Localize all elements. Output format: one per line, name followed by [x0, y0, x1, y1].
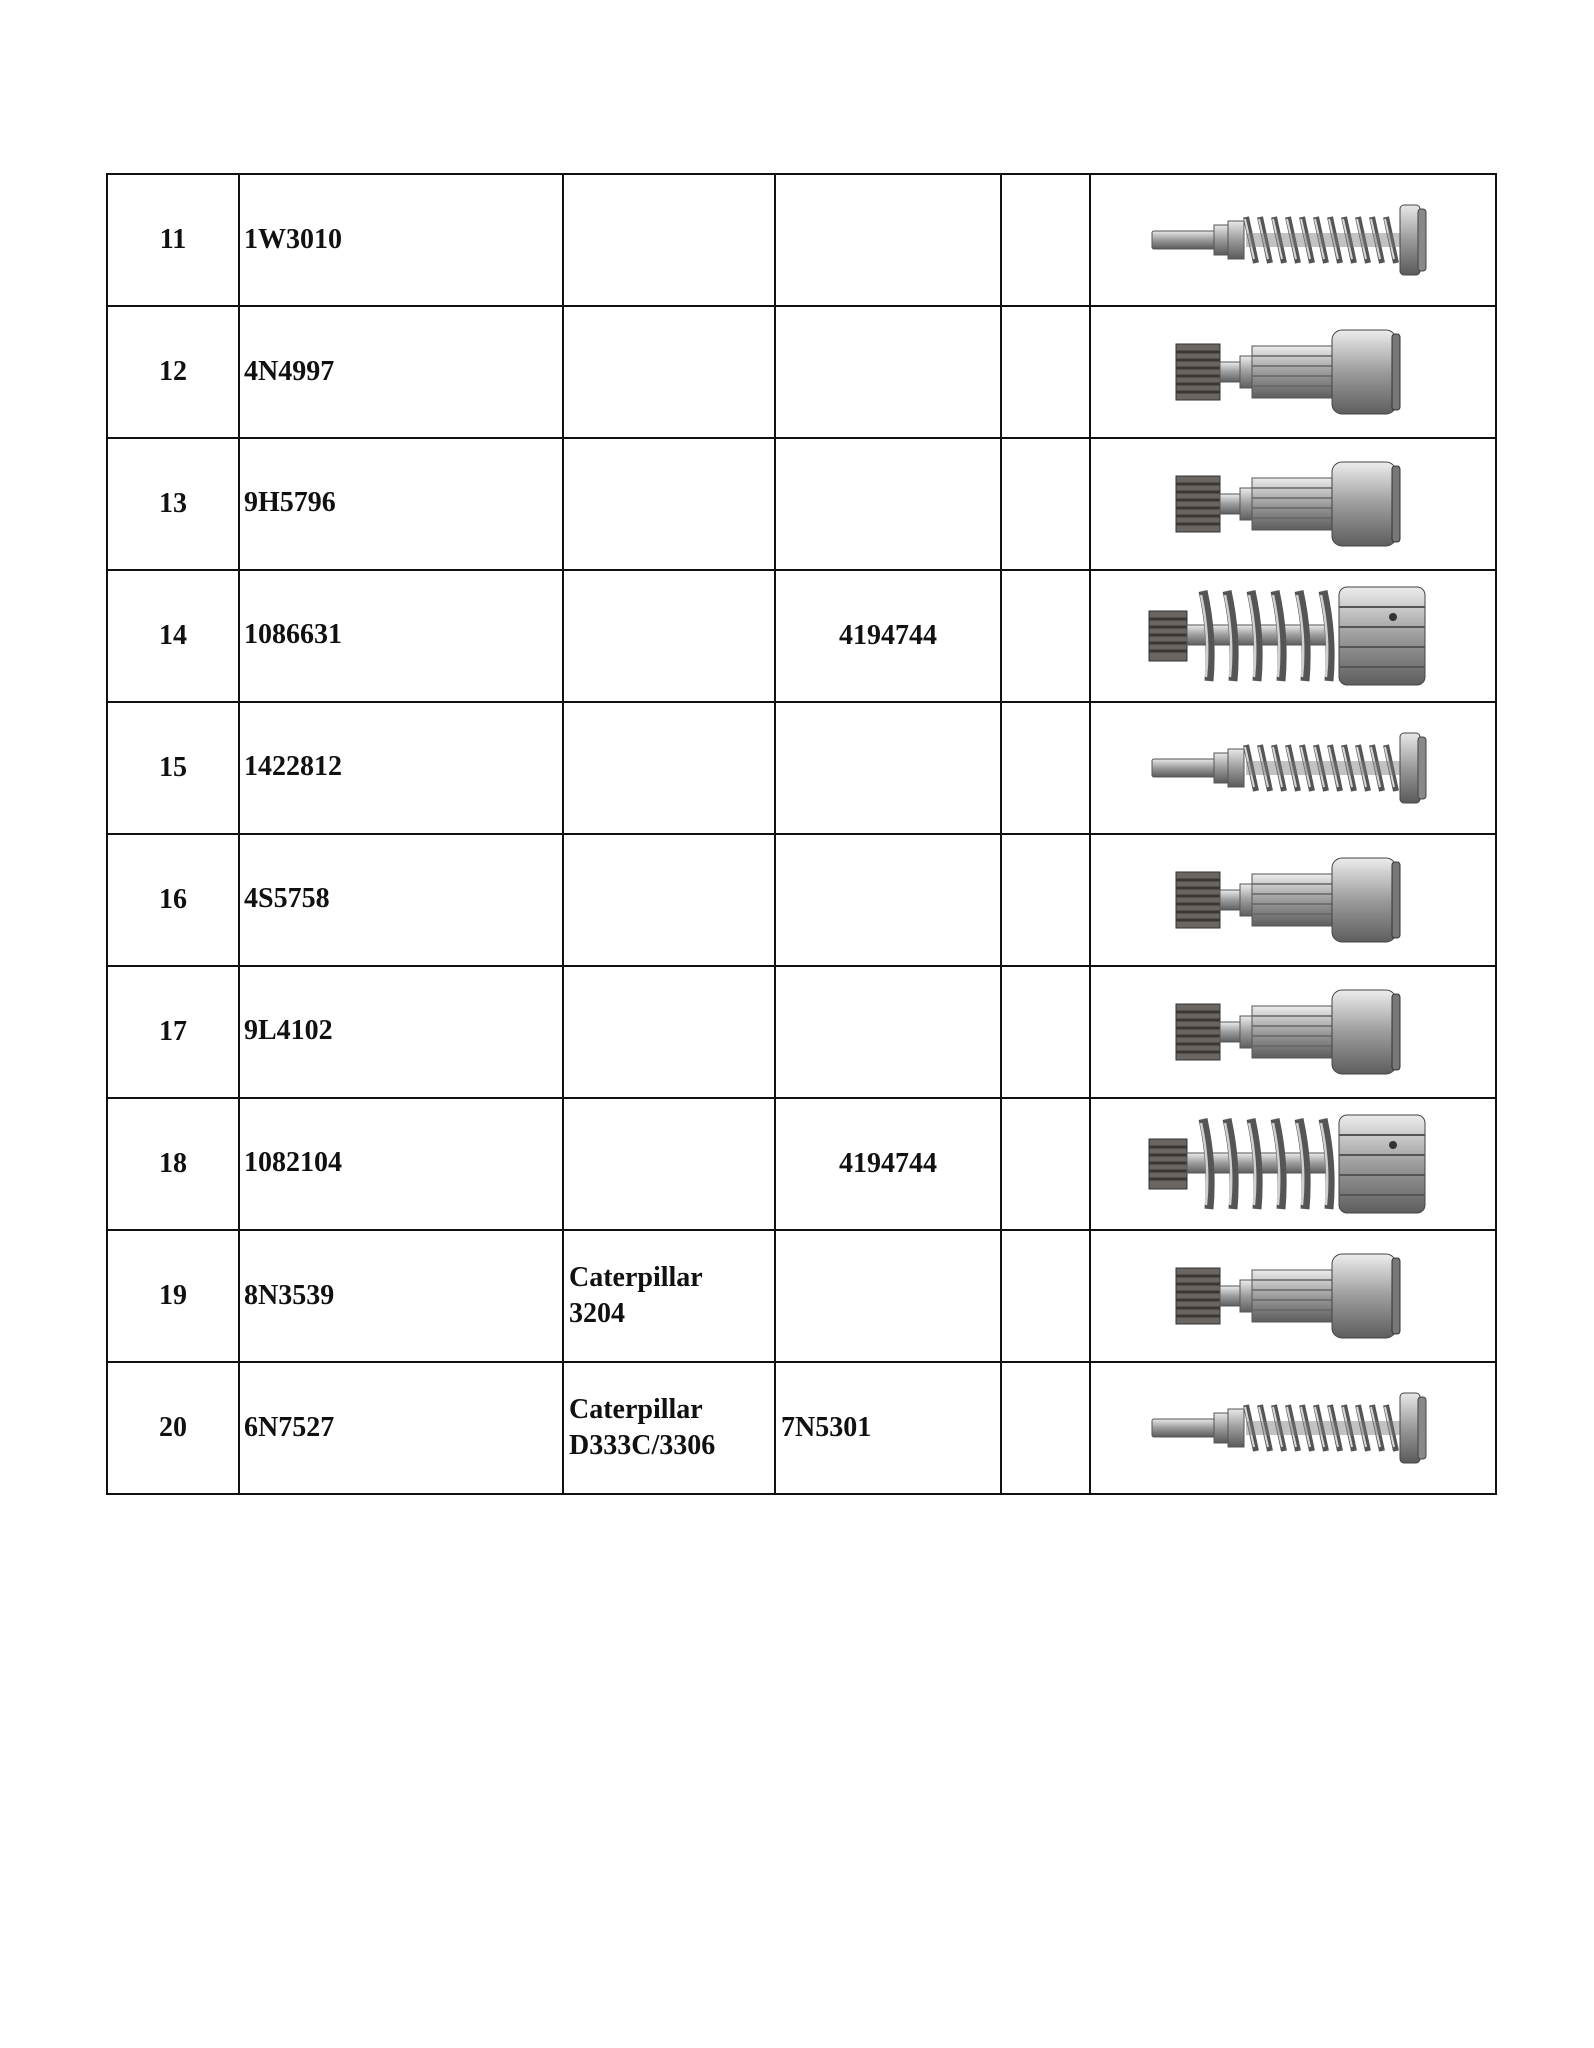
item-number-cell: 19: [107, 1230, 239, 1362]
part-number-cell: 9H5796: [239, 438, 563, 570]
part-number-cell: 1422812: [239, 702, 563, 834]
table-row: [107, 966, 1496, 1098]
empty-cell: [1001, 570, 1090, 702]
part-image-cell: [1090, 438, 1496, 570]
part-number-cell: 8N3539: [239, 1230, 563, 1362]
table-row: [107, 1098, 1496, 1230]
table-row: [107, 438, 1496, 570]
table-row: [107, 1362, 1496, 1494]
plunger-gear-spring-icon: [1091, 571, 1495, 701]
item-number-cell: 20: [107, 1362, 239, 1494]
reference-number-cell: 4194744: [775, 570, 1001, 702]
part-number-cell: 1W3010: [239, 174, 563, 306]
part-number-cell: 9L4102: [239, 966, 563, 1098]
application-cell: [563, 570, 775, 702]
table-row: [107, 174, 1496, 306]
application-cell: [563, 438, 775, 570]
reference-number-cell: 7N5301: [775, 1362, 1001, 1494]
item-number-cell: 12: [107, 306, 239, 438]
parts-table-body: [107, 174, 1496, 1494]
reference-number-cell: [775, 438, 1001, 570]
table-row: [107, 570, 1496, 702]
application-cell: [563, 702, 775, 834]
empty-cell: [1001, 702, 1090, 834]
application-cell: [563, 834, 775, 966]
part-image-cell: [1090, 834, 1496, 966]
part-image-cell: [1090, 174, 1496, 306]
part-image-cell: [1090, 1098, 1496, 1230]
reference-number-cell: [775, 1230, 1001, 1362]
empty-cell: [1001, 834, 1090, 966]
plunger-gear-icon: [1091, 1231, 1495, 1361]
reference-number-cell: [775, 306, 1001, 438]
item-number-cell: 18: [107, 1098, 239, 1230]
part-number-cell: 4N4997: [239, 306, 563, 438]
empty-cell: [1001, 1098, 1090, 1230]
part-image-cell: [1090, 570, 1496, 702]
reference-number-cell: [775, 174, 1001, 306]
item-number-cell: 11: [107, 174, 239, 306]
application-cell: [563, 966, 775, 1098]
table-row: [107, 1230, 1496, 1362]
plunger-gear-icon: [1091, 439, 1495, 569]
part-image-cell: [1090, 306, 1496, 438]
part-number-cell: 6N7527: [239, 1362, 563, 1494]
empty-cell: [1001, 966, 1090, 1098]
application-cell: Caterpillar D333C/3306: [563, 1362, 775, 1494]
part-number-cell: 4S5758: [239, 834, 563, 966]
item-number-cell: 17: [107, 966, 239, 1098]
part-image-cell: [1090, 966, 1496, 1098]
plunger-gear-icon: [1091, 307, 1495, 437]
table-row: [107, 834, 1496, 966]
empty-cell: [1001, 1230, 1090, 1362]
table-row: [107, 702, 1496, 834]
application-cell: Caterpillar 3204: [563, 1230, 775, 1362]
table-row: [107, 306, 1496, 438]
plunger-gear-icon: [1091, 835, 1495, 965]
empty-cell: [1001, 438, 1090, 570]
reference-number-cell: [775, 702, 1001, 834]
item-number-cell: 14: [107, 570, 239, 702]
plunger-spring-icon: [1091, 703, 1495, 833]
item-number-cell: 13: [107, 438, 239, 570]
application-cell: [563, 306, 775, 438]
plunger-gear-icon: [1091, 967, 1495, 1097]
item-number-cell: 15: [107, 702, 239, 834]
part-image-cell: [1090, 1362, 1496, 1494]
reference-number-cell: [775, 966, 1001, 1098]
plunger-spring-icon: [1091, 175, 1495, 305]
plunger-spring-icon: [1091, 1363, 1495, 1493]
part-number-cell: 1086631: [239, 570, 563, 702]
parts-table: [106, 173, 1497, 1495]
application-cell: [563, 1098, 775, 1230]
part-number-cell: 1082104: [239, 1098, 563, 1230]
reference-number-cell: 4194744: [775, 1098, 1001, 1230]
part-image-cell: [1090, 1230, 1496, 1362]
plunger-gear-spring-icon: [1091, 1099, 1495, 1229]
empty-cell: [1001, 306, 1090, 438]
application-cell: [563, 174, 775, 306]
empty-cell: [1001, 174, 1090, 306]
item-number-cell: 16: [107, 834, 239, 966]
reference-number-cell: [775, 834, 1001, 966]
part-image-cell: [1090, 702, 1496, 834]
empty-cell: [1001, 1362, 1090, 1494]
